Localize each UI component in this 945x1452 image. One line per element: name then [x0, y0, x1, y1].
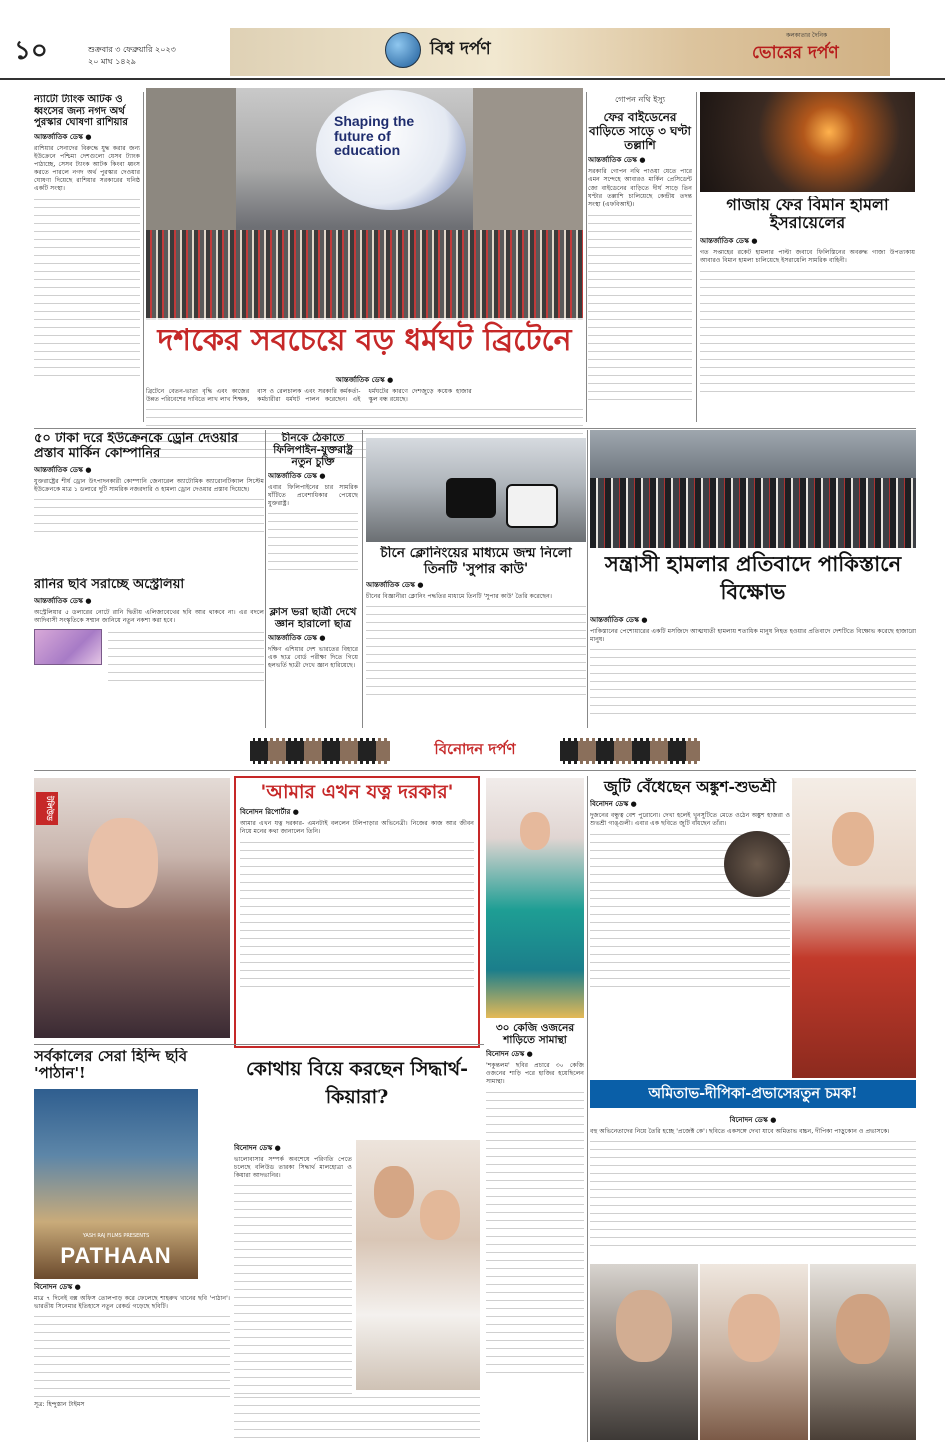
body: যুক্তরাষ্ট্রের শীর্ষ ড্রোন উৎপাদনকারী কোম্পানি জেনারেল অ্যাটোমিক অ্যারোনটিক্যাল সিস্টেম ইউক্রেনকে মাত্র ১ ডলারে দুটি সামরিক নজরদারি ও হামলা ড্রোন দেওয়ার প্রস্তাব দিয়েছে।: [34, 477, 264, 493]
photo-gaza: [700, 92, 915, 192]
headline: ৩০ কেজি ওজনের শাড়িতে সামান্থা: [495, 1022, 575, 1047]
byline: আন্তর্জাতিক ডেস্ক ●: [34, 596, 92, 605]
crowd: [146, 230, 583, 320]
body-continued: [234, 1182, 352, 1404]
date-line-2: ২০ মাঘ ১৪২৯: [88, 57, 136, 66]
article-gaza: [700, 196, 915, 426]
date-line-1: শুক্রবার ৩ ফেব্রুয়ারি ২০২৩: [88, 45, 176, 54]
face-1: [374, 1166, 414, 1218]
column-rule: [586, 92, 587, 422]
photo-actress: [34, 778, 230, 1038]
body-continued: [366, 603, 586, 695]
article-cows: [366, 546, 586, 726]
headline: রানির ছবি সরাচ্ছে অস্ট্রেলিয়া: [34, 578, 185, 592]
article-china-ph: [268, 432, 358, 602]
body: চীনের বিজ্ঞানীরা ক্লোনিং পদ্ধতির মাধ্যমে তিনটি 'সুপার কাউ' তৈরি করেছেন।: [366, 593, 552, 601]
balloon-text: Shaping the future of education: [334, 113, 415, 159]
article-wedding-continued: [234, 1394, 480, 1442]
article-amitabh: [590, 1112, 916, 1260]
body: 'শকুন্তলম' ছবির প্রচারে ৩০ কেজি ওজনের শাড়ি পরে হাজির হয়েছিলেন সামান্থা।: [486, 1062, 584, 1086]
body: অস্ট্রেলিয়ার ৫ ডলারের নোটে রানি দ্বিতীয় এলিজাবেথের ছবি আর থাকবে না। এর বদলে আদিবাসী সংস্কৃতিকে সম্মান জানিয়ে নতুন নকশা করা হবে।: [34, 608, 264, 625]
article-pakistan: [590, 612, 916, 728]
tagline: কলকাতার দৈনিক: [786, 32, 828, 39]
section-title: বিশ্ব দর্পণ: [430, 39, 491, 59]
headline: চীনে ক্লোনিংয়ের মাধ্যমে জন্ম নিলো তিনটি 'সুপার কাউ': [380, 546, 572, 577]
face: [832, 812, 874, 866]
kicker: গোপন নথি ইস্যু: [614, 95, 666, 104]
row-rule: [34, 428, 916, 429]
film-strip-right: [560, 738, 700, 764]
headline: সর্বকালের সেরা হিন্দি ছবি 'পাঠান'!: [34, 1048, 188, 1083]
body: ব্রিটেনে বেতন-ভাতা বৃদ্ধি এবং কাজের উন্নত পরিবেশের দাবিতে লাখ লাখ শিক্ষক, বাস ও রেলচালক এবং সরকারি কর্মকর্তা-কর্মচারীরা ধর্মঘট পালন করেছেন। এই ধর্মঘটের কারণে দেশজুড়ে কয়েক হাজার স্কুল বন্ধ রয়েছে।: [146, 388, 472, 404]
byline: আন্তর্জাতিক ডেস্ক ●: [335, 376, 394, 384]
headline: চীনকে ঠেকাতে ফিলিপাইন-যুক্তরাষ্ট্র নতুন চুক্তি: [273, 432, 353, 469]
body-continued: [486, 1089, 584, 1379]
face-2: [420, 1190, 460, 1240]
page-number: ১০: [14, 36, 48, 66]
photo-cows: [366, 438, 586, 542]
headline: গাজায় ফের বিমান হামলা ইসরায়েলের: [726, 196, 889, 233]
body: এবার ফিলিপাইনের চার সামরিক ঘাঁটিতে প্রবেশাধিকার পেয়েছে যুক্তরাষ্ট্র।: [268, 484, 358, 508]
byline: আন্তর্জাতিক ডেস্ক ●: [34, 465, 92, 474]
poster-pathaan: [34, 1089, 198, 1279]
body: বহু অভিনেতাদের নিয়ে তৈরি হচ্ছে 'প্রজেক্ট কে'। ছবিতে একসঙ্গে দেখা যাবে অমিতাভ বচ্চন, দীপিকা পাড়ুকোন ও প্রভাসকে।: [590, 1128, 890, 1135]
article-tollywood: [234, 776, 480, 1048]
headline: ক্লাস ভরা ছাত্রী দেখে জ্ঞান হারালো ছাত্র: [269, 606, 357, 631]
globe-icon: [385, 32, 421, 68]
headline: জুটি বেঁধেছেন অঙ্কুশ-শুভশ্রী: [604, 778, 776, 796]
photo-protest: [146, 88, 583, 320]
article-drone: [34, 432, 264, 572]
article-russia: [34, 94, 140, 414]
paper-name: ভোরের দর্পণ: [752, 43, 839, 63]
body: দুজনের বন্ধুত্ব বেশ পুরোনো। দেখা হলেই খুনসুটিতে মেতে ওঠেন অঙ্কুশ হাজরা ও শুভশ্রী গাঙ্গুলী। এবার এক ছবিতে জুটি বাঁধছেন তাঁরা।: [590, 811, 790, 827]
wedding-headline: কোথায় বিয়ে করছেন সিদ্ধার্থ-কিয়ারা?: [245, 1058, 469, 1108]
face: [88, 818, 158, 908]
byline: আন্তর্জাতিক ডেস্ক ●: [588, 156, 646, 165]
byline: আন্তর্জাতিক ডেস্ক ●: [700, 236, 758, 245]
photo-amitabh: [590, 1264, 698, 1440]
body: আমার এখন যত্ন দরকার- এমনটাই বললেন টলিপাড়ার অভিনেত্রী। নিজের কাজ আর জীবন নিয়ে মনের কথা জানালেন তিনি।: [240, 819, 474, 835]
cow-2: [506, 484, 558, 528]
crowd: [590, 478, 916, 548]
body-continued: [108, 629, 264, 681]
headline: 'আমার এখন যত্ন দরকার': [260, 781, 454, 803]
face: [836, 1294, 890, 1364]
body: মাত্র ৭ দিনেই বক্স অফিস তোলপাড় করে ফেলেছে শাহরুখ খানের ছবি 'পাঠান'। ভারতীয় সিনেমার ইতিহাসে নতুন রেকর্ড গড়েছে ছবিটি।: [34, 1294, 230, 1310]
byline: আন্তর্জাতিক ডেস্ক ●: [34, 132, 92, 141]
body-continued: [240, 839, 474, 991]
section-divider: [34, 770, 916, 771]
body-continued: [700, 268, 915, 398]
byline: বিনোদন ডেস্ক ●: [34, 1282, 81, 1291]
source-line: সূত্র: হিন্দুস্তান টাইমস: [34, 1400, 85, 1408]
body: গত সপ্তাহের রকেট হামলার পাল্টা জবাবে ফিলিস্তিনের অবরুদ্ধ গাজা উপত্যকায় আবারও বিমান হামলা চালিয়েছে ইসরায়েলি সামরিক বাহিনী।: [700, 248, 915, 264]
headline: ফের বাইডেনের বাড়িতে সাড়ে ৩ ঘণ্টা তল্লাশি: [589, 110, 691, 152]
column-rule: [143, 92, 144, 422]
column-rule: [696, 92, 697, 422]
face: [728, 1294, 780, 1362]
photo-pakistan-protest: [590, 430, 916, 548]
body: দক্ষিণ এশিয়ার দেশ ভারতের বিহারে এক ছাত্র বোর্ড পরীক্ষা দিতে গিয়ে হলভর্তি ছাত্রী দেখে জ্ঞান হারিয়েছে।: [268, 646, 358, 670]
body-continued: [34, 496, 264, 534]
film-strip-left: [250, 738, 390, 764]
body-continued: [34, 1313, 230, 1397]
cow-1: [446, 478, 496, 518]
article-biden: [588, 94, 692, 424]
photo-samantha: [486, 778, 584, 1018]
byline: আন্তর্জাতিক ডেস্ক ●: [268, 472, 326, 481]
article-saree: [486, 1022, 584, 1442]
column-rule: [587, 776, 588, 1442]
body: পাকিস্তানের পেশোয়ারের একটি মসজিদে আত্মঘাতী হামলায় শতাধিক মানুষ নিহত হওয়ার প্রতিবাদে দেশটিতে বিক্ষোভ করেছে হাজারো মানুষ।: [590, 628, 916, 644]
headline: ন্যাটো ট্যাংক আটক ও ধ্বংসের জন্য নগদ অর্থ পুরস্কার ঘোষণা রাশিয়ার: [34, 94, 128, 128]
section-title: বিনোদন দর্পণ: [434, 740, 516, 758]
article-student: [268, 606, 358, 728]
photo-prabhas: [810, 1264, 916, 1440]
body: ভালোবাসার সম্পর্ক অবশেষে পরিণতি পেতে চলেছে বলিউড তারকা সিদ্ধার্থ মালহোত্রা ও কিয়ারা আদভানির।: [234, 1156, 352, 1180]
pakistan-headline: সন্ত্রাসী হামলার প্রতিবাদে পাকিস্তানে বিক্ষোভ: [604, 551, 902, 605]
row-rule: [34, 1044, 484, 1045]
poster-title: PATHAAN: [60, 1242, 172, 1268]
face: [616, 1290, 672, 1362]
column-rule: [265, 430, 266, 728]
amitabh-headline-box: [590, 1080, 916, 1108]
entertainment-banner: [250, 734, 700, 768]
poster-credit: YASH RAJ FILMS PRESENTS: [82, 1232, 150, 1239]
article-jutee: [590, 778, 790, 1068]
byline: আন্তর্জাতিক ডেস্ক ●: [590, 616, 648, 624]
body-continued: [590, 1138, 916, 1246]
photo-shubhashree: [792, 778, 916, 1078]
body-continued: [34, 196, 140, 376]
masthead: [0, 0, 945, 80]
byline: বিনোদন ডেস্ক ●: [486, 1050, 533, 1059]
body-continued: [268, 510, 358, 572]
body-continued: [588, 212, 692, 402]
banknote-image: [34, 629, 102, 665]
byline: বিনোদন ডেস্ক ●: [590, 799, 637, 808]
column-rule: [587, 430, 588, 728]
photo-deepika: [700, 1264, 808, 1440]
britain-headline: দশকের সবচেয়ে বড় ধর্মঘট ব্রিটেনে: [146, 318, 583, 366]
byline: বিনোদন ডেস্ক ●: [729, 1116, 777, 1124]
headline: ৫০ টাকা দরে ইউক্রেনকে ড্রোন দেওয়ার প্রস্তাব মার্কিন কোম্পানির: [34, 432, 239, 461]
column-rule: [362, 430, 363, 728]
body: সরকারি গোপন নথি পাওয়া যেতে পারে এমন সন্দেহে আবারও মার্কিন প্রেসিডেন্ট জো বাইডেনের বাড়িতে দীর্ঘ সাড়ে তিন ঘণ্টার তল্লাশি চালিয়েছে কেন্দ্রীয় তদন্ত সংস্থা (এফবিআই)।: [588, 168, 692, 208]
photo-sidharth-kiara: [356, 1140, 480, 1390]
byline: বিনোদন রিপোর্টার ●: [240, 807, 299, 816]
byline: আন্তর্জাতিক ডেস্ক ●: [268, 634, 326, 643]
article-pathaan: [34, 1048, 230, 1448]
tollywood-tag: টলিউড: [36, 792, 58, 825]
article-queen: [34, 578, 264, 720]
headline: অমিতাভ-দীপিকা-প্রভাসেরতুন চমক!: [648, 1085, 858, 1102]
face: [520, 812, 550, 850]
byline: বিনোদন ডেস্ক ●: [234, 1144, 281, 1152]
body-continued: [590, 646, 916, 720]
byline: আন্তর্জাতিক ডেস্ক ●: [366, 581, 424, 590]
body: রাশিয়ার সেনাদের বিরুদ্ধে যুদ্ধ করার জন্য ইউক্রেনে পশ্চিমা দেশগুলো যেসব ট্যাংক পাঠাচ্ছে, সেসব ট্যাংক আটক কিংবা ধ্বংস করতে পারলে নগদ অর্থ পুরস্কার দেওয়ার ঘোষণা দিয়েছে রাশিয়ার সরকারের ঘনিষ্ঠ একটি সংস্থা।: [34, 144, 140, 192]
inset-photo-actor: [724, 831, 790, 897]
